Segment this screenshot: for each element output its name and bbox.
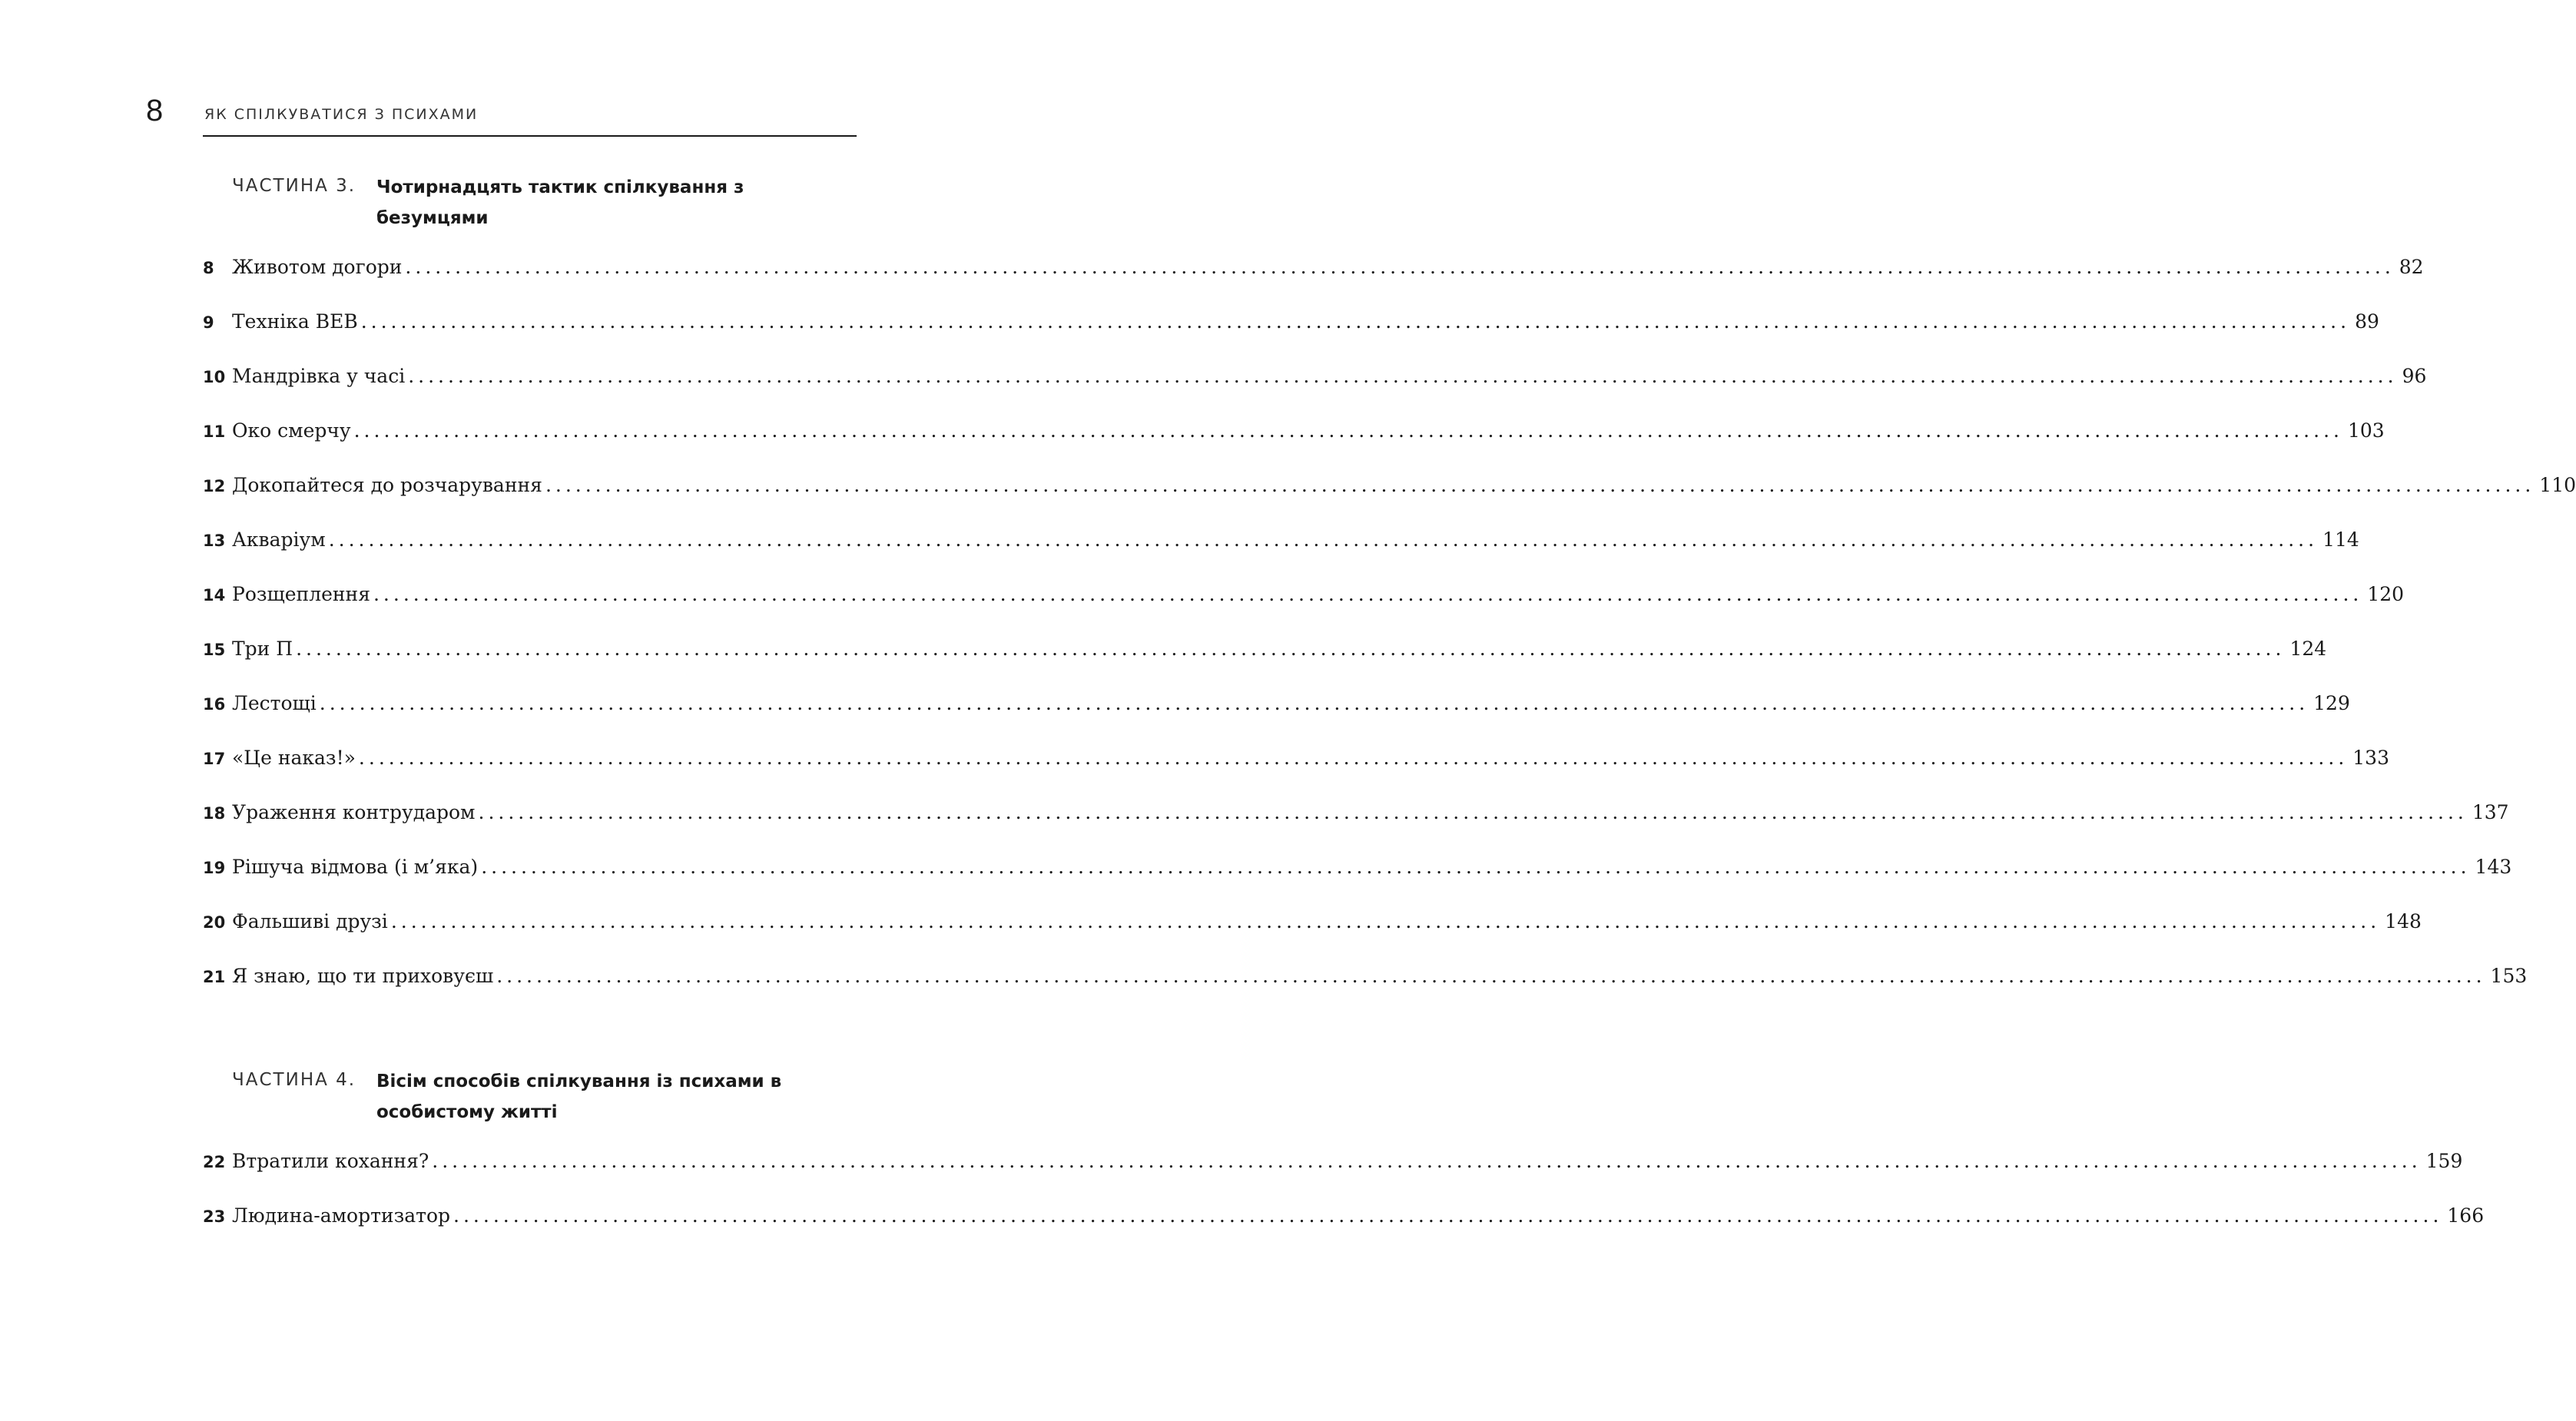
chapter-title: Три П — [232, 638, 293, 660]
page-reference: 82 — [2399, 256, 2424, 278]
toc-entry[interactable] — [203, 1204, 2485, 1259]
header-divider — [203, 135, 857, 137]
toc-entry[interactable] — [203, 747, 2389, 801]
running-title: ЯК СПІЛКУВАТИСЯ З ПСИХАМИ — [204, 106, 479, 123]
toc-entry[interactable] — [203, 256, 2424, 310]
toc-entry[interactable] — [203, 856, 2512, 910]
chapter-title: Докопайтеся до розчарування — [232, 474, 542, 496]
chapter-title: Акваріум — [232, 528, 326, 551]
chapter-number: 12 — [203, 477, 226, 495]
part-3-label: ЧАСТИНА 3. — [232, 176, 356, 196]
chapter-title: Лестощі — [232, 692, 317, 714]
chapter-number: 21 — [203, 968, 226, 986]
page-reference: 137 — [2472, 801, 2509, 823]
chapter-number: 23 — [203, 1207, 226, 1226]
page-reference: 153 — [2490, 965, 2528, 987]
chapter-number: 8 — [203, 259, 214, 277]
chapter-number: 20 — [203, 913, 226, 932]
dot-leader: ........................................................................................................................................................................................................ — [328, 528, 2319, 551]
toc-entry[interactable] — [203, 310, 2379, 365]
part-4-label: ЧАСТИНА 4. — [232, 1070, 356, 1090]
dot-leader: ........................................................................................................................................................................................................ — [358, 747, 2349, 769]
page-reference: 159 — [2425, 1150, 2463, 1172]
chapter-title: Розщеплення — [232, 583, 370, 605]
chapter-title: Ураження контрударом — [232, 801, 476, 823]
chapter-title: Фальшиві друзі — [232, 910, 388, 932]
dot-leader: ........................................................................................................................................................................................................ — [353, 419, 2343, 442]
page-reference: 103 — [2347, 419, 2385, 442]
page-reference: 148 — [2385, 910, 2422, 932]
page-reference: 129 — [2313, 692, 2350, 714]
chapter-number: 18 — [203, 804, 226, 823]
chapter-number: 13 — [203, 532, 226, 550]
chapter-number: 14 — [203, 586, 226, 605]
dot-leader: ........................................................................................................................................................................................................ — [453, 1204, 2443, 1227]
chapter-title: Око смерчу — [232, 419, 351, 442]
dot-leader: ........................................................................................................................................................................................................ — [478, 801, 2468, 823]
dot-leader: ........................................................................................................................................................................................................ — [360, 310, 2351, 333]
chapter-number: 22 — [203, 1153, 226, 1171]
chapter-number: 17 — [203, 750, 226, 768]
toc-entry[interactable] — [203, 365, 2427, 419]
page-reference: 143 — [2475, 856, 2512, 878]
chapter-title: «Це наказ!» — [232, 747, 356, 769]
chapter-number: 11 — [203, 422, 226, 441]
chapter-title: Я знаю, що ти приховуєш — [232, 965, 494, 987]
part-4-title: Вісім способів спілкування із психами в особистому житті — [376, 1072, 782, 1122]
page-reference: 114 — [2322, 528, 2359, 551]
chapter-title: Рішуча відмова (і м’яка) — [232, 856, 479, 878]
dot-leader: ........................................................................................................................................................................................................ — [432, 1150, 2422, 1172]
page-reference: 110 — [2539, 474, 2576, 496]
dot-leader: ........................................................................................................................................................................................................ — [545, 474, 2535, 496]
toc-entry[interactable] — [203, 583, 2405, 638]
toc-entry[interactable] — [203, 528, 2359, 583]
chapter-title: Техніка ВЕВ — [232, 310, 358, 333]
page-reference: 89 — [2355, 310, 2379, 333]
toc-entry[interactable] — [203, 801, 2509, 856]
toc-entry[interactable] — [203, 965, 2528, 1019]
chapter-number: 16 — [203, 695, 226, 714]
dot-leader: ........................................................................................................................................................................................................ — [296, 638, 2286, 660]
toc-entry[interactable] — [203, 474, 2576, 528]
page-number: 8 — [146, 94, 164, 128]
page-reference: 120 — [2367, 583, 2405, 605]
dot-leader: ........................................................................................................................................................................................................ — [390, 910, 2381, 932]
page-reference: 133 — [2352, 747, 2389, 769]
toc-entry[interactable] — [203, 419, 2385, 474]
part-3-toc-list — [203, 256, 2576, 1019]
chapter-number: 9 — [203, 313, 214, 332]
toc-entry[interactable] — [203, 638, 2327, 692]
dot-leader: ........................................................................................................................................................................................................ — [319, 692, 2309, 714]
dot-leader: ........................................................................................................................................................................................................ — [373, 583, 2363, 605]
page-reference: 124 — [2289, 638, 2327, 660]
chapter-title: Втратили кохання? — [232, 1150, 429, 1172]
page-header — [146, 91, 857, 138]
toc-entry[interactable] — [203, 910, 2422, 965]
chapter-title: Мандрівка у часі — [232, 365, 406, 387]
dot-leader: ........................................................................................................................................................................................................ — [408, 365, 2398, 387]
chapter-title: Людина-амортизатор — [232, 1204, 451, 1227]
toc-entry[interactable] — [203, 1150, 2463, 1204]
chapter-number: 10 — [203, 368, 226, 386]
chapter-number: 15 — [203, 641, 226, 659]
page-reference: 96 — [2402, 365, 2427, 387]
page-reference: 166 — [2447, 1204, 2485, 1227]
dot-leader: ........................................................................................................................................................................................................ — [481, 856, 2471, 878]
dot-leader: ........................................................................................................................................................................................................ — [496, 965, 2486, 987]
dot-leader: ........................................................................................................................................................................................................ — [405, 256, 2395, 278]
part-3-title: Чотирнадцять тактик спілкування з безумцями — [376, 177, 744, 228]
part-4-toc-list — [203, 1150, 2485, 1259]
chapter-title: Животом догори — [232, 256, 403, 278]
chapter-number: 19 — [203, 859, 226, 877]
toc-entry[interactable] — [203, 692, 2350, 747]
